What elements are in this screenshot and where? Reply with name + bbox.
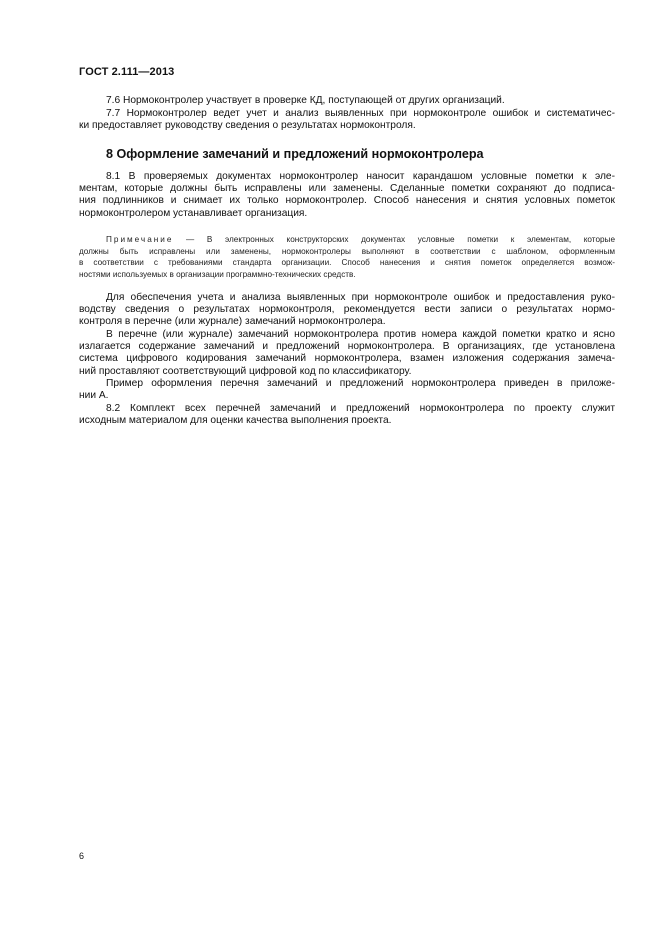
paragraph-example bbox=[79, 378, 615, 402]
text-line: Пример оформления перечня замечаний и предложений нормоконтролера приведен в приложе- bbox=[106, 378, 615, 389]
note-label: Примечание bbox=[106, 235, 174, 244]
text-line: ний проставляют соответствующий цифровой код по классификатору. bbox=[79, 365, 412, 377]
text-line: система цифрового кодирования замечаний нормоконтролера, взамен изложения содержания замеча- bbox=[79, 353, 615, 365]
paragraph-list bbox=[79, 329, 615, 378]
note-block bbox=[79, 234, 615, 280]
document-id: ГОСТ 2.111—2013 bbox=[79, 66, 175, 78]
text-line: исходным материалом для оценки качества выполнения проекта. bbox=[79, 415, 392, 427]
note-text: — В электронных конструкторских документах условные пометки к элементам, которые bbox=[186, 235, 615, 244]
text-line: нии А. bbox=[79, 390, 109, 402]
paragraph-8-2 bbox=[79, 403, 615, 427]
paragraph-7-6 bbox=[79, 95, 615, 107]
text-line: должны быть исправлены или заменены, нормоконтролеры выполняют в соответствии с шаблоном, оформленным bbox=[79, 246, 615, 256]
text-line: ния подлинников и снимает их только нормоконтролер. Способ нанесения и снятия условных пометок bbox=[79, 195, 615, 207]
text-line: Для обеспечения учета и анализа выявленных при нормоконтроле ошибок и предоставления руко- bbox=[106, 292, 615, 303]
text-line: 8.2 Комплект всех перечней замечаний и предложений нормоконтролера по проекту служит bbox=[106, 403, 615, 414]
page-number: 6 bbox=[79, 851, 85, 861]
text-line: в соответствии с требованиями стандарта организации. Способ нанесения и снятия пометок определяется возмож- bbox=[79, 258, 615, 267]
paragraph-7-7 bbox=[79, 108, 615, 132]
text-line: В перечне (или журнале) замечаний нормоконтролера против номера каждой пометки кратко и ясно bbox=[106, 329, 615, 340]
text-line: нормоконтролером устанавливает организация. bbox=[79, 207, 308, 219]
text-line: излагается содержание замечаний и предложений нормоконтролера. В организациях, где установлена bbox=[79, 341, 615, 353]
paragraph-8-1 bbox=[79, 171, 615, 220]
text-line: водству сведения о результатах нормоконтроля, рекомендуется вести записи о результатах нормо- bbox=[79, 304, 615, 316]
paragraph-accounting bbox=[79, 292, 615, 329]
text-line: контроля в перечне (или журнале) замечаний нормоконтролера. bbox=[79, 316, 386, 328]
text-line: ментам, которые должны быть исправлены или заменены. Сделанные пометки сохраняют до подписа- bbox=[79, 183, 615, 195]
text-line: 7.6 Нормоконтролер участвует в проверке КД, поступающей от других организаций. bbox=[106, 95, 505, 106]
text-line: 8.1 В проверяемых документах нормоконтролер наносит карандашом условные пометки к эле- bbox=[106, 171, 615, 182]
text-line: ки предоставляет руководству сведения о результатах нормоконтроля. bbox=[79, 120, 416, 132]
text-line: ностями используемых в организации программно-технических средств. bbox=[79, 269, 356, 279]
text-line bbox=[79, 234, 615, 246]
section-8-heading: 8 Оформление замечаний и предложений нормоконтролера bbox=[106, 147, 484, 161]
text-line: 7.7 Нормоконтролер ведет учет и анализ выявленных при нормоконтроле ошибок и систематичес- bbox=[106, 108, 615, 119]
